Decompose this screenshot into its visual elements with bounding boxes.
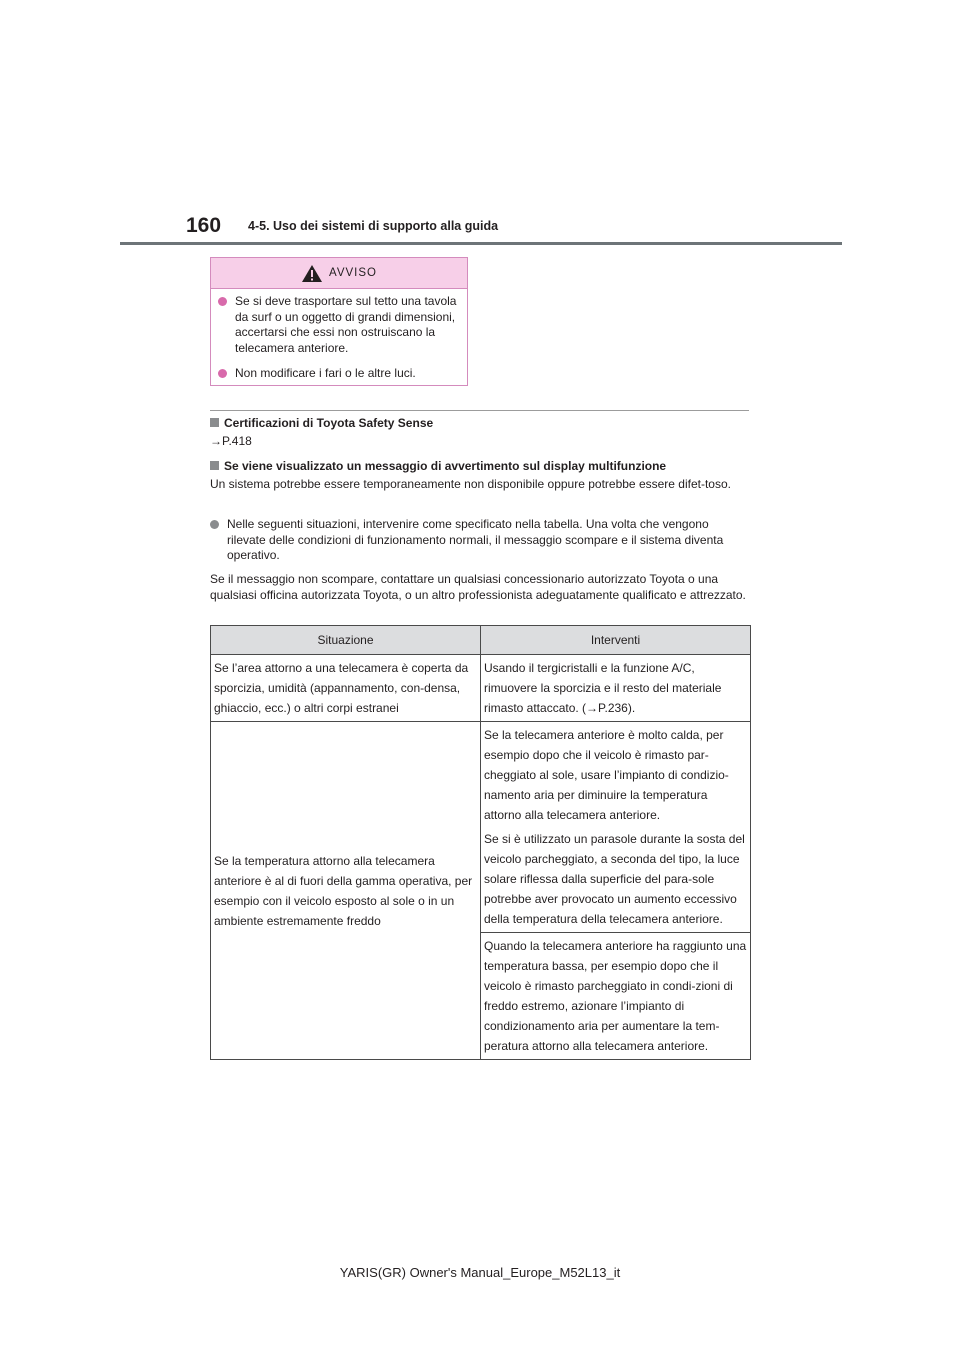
warning-item: [211, 366, 467, 382]
square-bullet-icon: [210, 418, 219, 427]
warning-msg-heading: [210, 459, 666, 473]
bullet-icon: [218, 297, 227, 306]
bullet-item: [210, 517, 748, 564]
warning-item-text: Se si deve trasportare sul tetto una tavola da surf o un oggetto di grandi dimensioni, accertarsi che essi non ostruiscano la telecamera anteriore.: [235, 294, 457, 355]
table-cell: Usando il tergicristalli e la funzione A/C, rimuovere la sporcizia e il resto del materiale rimasto attaccato. (→P.236).: [481, 655, 751, 722]
warning-header: [211, 258, 467, 289]
paragraph: Un sistema potrebbe essere temporaneamente non disponibile oppure potrebbe essere difet-toso.: [210, 477, 731, 491]
header-divider: [120, 242, 842, 245]
table-cell: Se la temperatura attorno alla telecamera anteriore è al di fuori della gamma operativa, per esempio con il veicolo esposto al sole o in un ambiente estremamente freddo: [211, 722, 481, 1060]
table-cell: Quando la telecamera anteriore ha raggiunto una temperatura bassa, per esempio dopo che il veicolo è rimasto parcheggiato in condi-zioni di freddo estremo, azionare l’impianto di condizionamento aria per aumentare la tem-peratura attorno alla telecamera anteriore.: [481, 933, 751, 1060]
warning-msg-heading-text: Se viene visualizzato un messaggio di avvertimento sul display multifunzione: [224, 459, 667, 473]
cell-paragraph: Se la telecamera anteriore è molto calda, per esempio dopo che il veicolo è rimasto par-cheggiato al sole, usare l’impianto di condizio-namento aria per diminuire la temperatura attorno alla telecamera anteriore.: [484, 728, 729, 822]
table-cell: [481, 722, 751, 933]
warning-item-text: Non modificare i fari o le altre luci.: [235, 366, 416, 380]
table-row: [211, 655, 751, 722]
warning-triangle-icon: [301, 264, 323, 283]
page-number: 160: [186, 214, 222, 237]
footer: YARIS(GR) Owner's Manual_Europe_M52L13_it: [339, 1265, 621, 1280]
column-header: Situazione: [211, 626, 481, 655]
table-cell: Se l’area attorno a una telecamera è coperta da sporcizia, umidità (appannamento, con-densa, ghiaccio, ecc.) o altri corpi estranei: [211, 655, 481, 722]
bullet-icon: [218, 369, 227, 378]
situation-table: [210, 625, 751, 1060]
table-header-row: [211, 626, 751, 655]
cert-heading-text: Certificazioni di Toyota Safety Sense: [224, 416, 434, 430]
warning-box: [210, 257, 468, 386]
table-row: [211, 722, 751, 933]
square-bullet-icon: [210, 461, 219, 470]
cell-paragraph: Se si è utilizzato un parasole durante la sosta del veicolo parcheggiato, a seconda del tipo, la luce solare riflessa dalla superficie del para-sole potrebbe aver provocato un aumento eccessivo della temperatura della telecamera anteriore.: [484, 832, 745, 926]
paragraph: Se il messaggio non scompare, contattare un qualsiasi concessionario autorizzato Toyota o una qualsiasi officina autorizzata Toyota, o un altro professionista adeguatamente qualificato e attrezzato.: [210, 572, 746, 602]
bullet-text: Nelle seguenti situazioni, intervenire come specificato nella tabella. Una volta che vengono rilevate delle condizioni di funzionamento normali, il messaggio scompare e il sistema diventa operativo.: [227, 517, 724, 562]
column-header: Interventi: [481, 626, 751, 655]
warning-title: AVVISO: [329, 267, 377, 279]
cert-ref-link[interactable]: →P.418: [210, 434, 252, 448]
cert-heading: [210, 416, 433, 430]
section-title: 4-5. Uso dei sistemi di supporto alla guida: [248, 219, 499, 233]
warning-item: [211, 294, 467, 356]
section-divider: [210, 410, 749, 411]
bullet-icon: [210, 520, 219, 529]
